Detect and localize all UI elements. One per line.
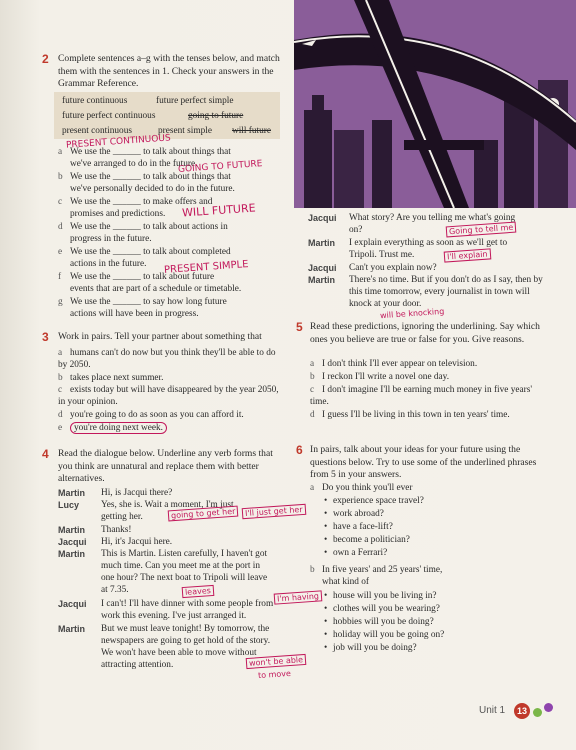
tense-item: future perfect continuous — [62, 111, 156, 121]
handwritten-note: will be knocking — [379, 306, 445, 321]
ex3-item-e: e you're doing next week. — [58, 422, 284, 434]
ex6-b-bullet: • clothes will you be wearing? — [324, 604, 440, 614]
handwritten-note: PRESENT CONTINUOUS — [65, 133, 172, 151]
speaker-label: Martin — [58, 488, 85, 498]
exercise-5-instruction: Read these predictions, ignoring the underlining. Say which ones you believe are true or false for you. Give reasons. — [310, 321, 540, 345]
ex5-item-c: c I don't imagine I'll be earning much money in five years' time. — [310, 385, 533, 408]
unit-label: Unit 1 — [479, 705, 506, 716]
exercise-5-number: 5 — [296, 320, 303, 334]
speaker-label: Jacqui — [308, 213, 337, 223]
dialogue-line: Can't you explain now? — [349, 263, 437, 273]
ex2-item-c: c We use the ______ to make offers and promises and predictions. — [58, 197, 213, 220]
exercise-3-instruction: Work in pairs. Tell your partner about something that — [58, 331, 262, 342]
ex6-a-bullet: • own a Ferrari? — [324, 548, 388, 558]
speaker-label: Jacqui — [308, 263, 337, 273]
exercise-6-number: 6 — [296, 443, 303, 457]
handwritten-note: I'll explain — [444, 248, 491, 262]
purple-dot-icon — [544, 703, 553, 712]
ex6-b-bullet: • hobbies will you be doing? — [324, 617, 434, 627]
tense-item: present simple — [158, 126, 212, 136]
ex3-item-c: c exists today but will have disappeared by the year 2050, in your opinion. — [58, 385, 279, 408]
exercise-4-instruction: Read the dialogue below. Underline any verb forms that you think are unnatural and replace them with better alternatives. — [58, 448, 273, 485]
ex2-item-a: a We use the ______ to talk about things that we've arranged to do in the future. — [58, 147, 231, 170]
tense-item: will future — [232, 126, 271, 136]
green-dot-icon — [533, 708, 542, 717]
dialogue-line: Hi, it's Jacqui here. — [101, 537, 173, 547]
dialogue-line: But we must leave tonight! By tomorrow, the newspapers are going to get hold of the story. We won't have been able to move without attracting attention. — [101, 624, 271, 671]
city-illustration — [294, 0, 576, 208]
handwritten-note: I'll just get her — [242, 504, 306, 519]
ex2-item-b: b We use the ______ to talk about things that we've personally decided to do in the future. — [58, 172, 235, 195]
ex5-item-b: b I reckon I'll write a novel one day. — [310, 372, 450, 382]
dialogue-line: Thanks! — [101, 525, 132, 535]
ex6-a-bullet: • work abroad? — [324, 509, 384, 519]
ex5-item-d: d I guess I'll be living in this town in ten years' time. — [310, 410, 510, 420]
ex3-item-b: b takes place next summer. — [58, 373, 164, 383]
handwritten-note: PRESENT SIMPLE — [163, 259, 249, 276]
speaker-label: Jacqui — [58, 537, 87, 547]
handwritten-note: GOING TO FUTURE — [177, 159, 263, 175]
speaker-label: Martin — [58, 525, 85, 535]
speaker-label: Martin — [308, 275, 335, 285]
ex2-item-f: f We use the ______ to talk about future events that are part of a schedule or timetable. — [58, 272, 242, 295]
ex6-b-bullet: • job will you be doing? — [324, 643, 417, 653]
ex2-item-e: e We use the ______ to talk about completed actions in the future. — [58, 247, 231, 270]
ex3-item-d: d you're going to do as soon as you can afford it. — [58, 410, 244, 420]
tense-item: present continuous — [62, 126, 132, 136]
handwritten-note: WILL FUTURE — [181, 201, 256, 220]
tense-item: future perfect simple — [156, 96, 234, 106]
speaker-label: Martin — [308, 238, 335, 248]
ex6-a-bullet: • become a politician? — [324, 535, 410, 545]
speaker-label: Martin — [58, 549, 85, 559]
ex3-item-a: a humans can't do now but you think they'll be able to do by 2050. — [58, 348, 276, 371]
ex6-a-intro: a Do you think you'll ever — [310, 483, 413, 493]
exercise-2-instruction: Complete sentences a–g with the tenses below, and match them with the sentences in 1. Check your answers in the Grammar Reference. — [58, 53, 280, 90]
handwritten-note: to move — [257, 668, 292, 681]
handwritten-note: leaves — [182, 585, 215, 598]
speaker-label: Lucy — [58, 500, 80, 510]
handwritten-note: going to get her — [168, 506, 239, 522]
handwritten-note: Going to tell me — [446, 222, 517, 238]
exercise-2-number: 2 — [42, 52, 49, 66]
page-number: 13 — [514, 703, 530, 719]
ex6-b-bullet: • holiday will you be going on? — [324, 630, 445, 640]
city-skyline-image — [294, 0, 576, 208]
exercise-4-number: 4 — [42, 447, 49, 461]
speaker-label: Martin — [58, 624, 85, 634]
exercise-3-number: 3 — [42, 330, 49, 344]
tense-item: future continuous — [62, 96, 128, 106]
dialogue-line: I can't! I'll have dinner with some people from work this evening. I've just arranged it. — [101, 599, 274, 622]
dialogue-line: I explain everything as soon as we'll get to Tripoli. Trust me. — [349, 238, 508, 261]
dialogue-line: This is Martin. Listen carefully, I haven't got much time. Can you meet me at the port in one hour? The next boat to Tripoli will leave at 7.35. — [101, 549, 268, 596]
ex6-a-bullet: • have a face-lift? — [324, 522, 393, 532]
ex2-item-d: d We use the ______ to talk about actions in progress in the future. — [58, 222, 228, 245]
ex6-b-intro: b In five years' and 25 years' time, what kind of — [310, 565, 443, 588]
ex6-b-bullet: • house will you be living in? — [324, 591, 437, 601]
ex6-a-bullet: • experience space travel? — [324, 496, 424, 506]
ex5-item-a: a I don't think I'll ever appear on television. — [310, 359, 478, 369]
dialogue-line: Yes, she is. Wait a moment, I'm just getting her. — [101, 500, 234, 523]
handwritten-note: won't be able — [246, 654, 307, 669]
tense-item: going to future — [188, 111, 244, 121]
dialogue-line: Hi, is Jacqui there? — [101, 488, 173, 498]
ex2-item-g: g We use the ______ to say how long future actions will have been in progress. — [58, 297, 227, 320]
handwritten-note: I'm having — [274, 590, 323, 604]
dialogue-line: What story? Are you telling me what's going on? — [349, 213, 516, 236]
speaker-label: Jacqui — [58, 599, 87, 609]
exercise-6-instruction: In pairs, talk about your ideas for your future using the questions below. Try to use some of the underlined phrases from 5 in your answers. — [310, 444, 537, 481]
dialogue-line: There's no time. But if you don't do as I say, then by this time tomorrow, every journalist in town will knock at your door. — [349, 275, 543, 310]
